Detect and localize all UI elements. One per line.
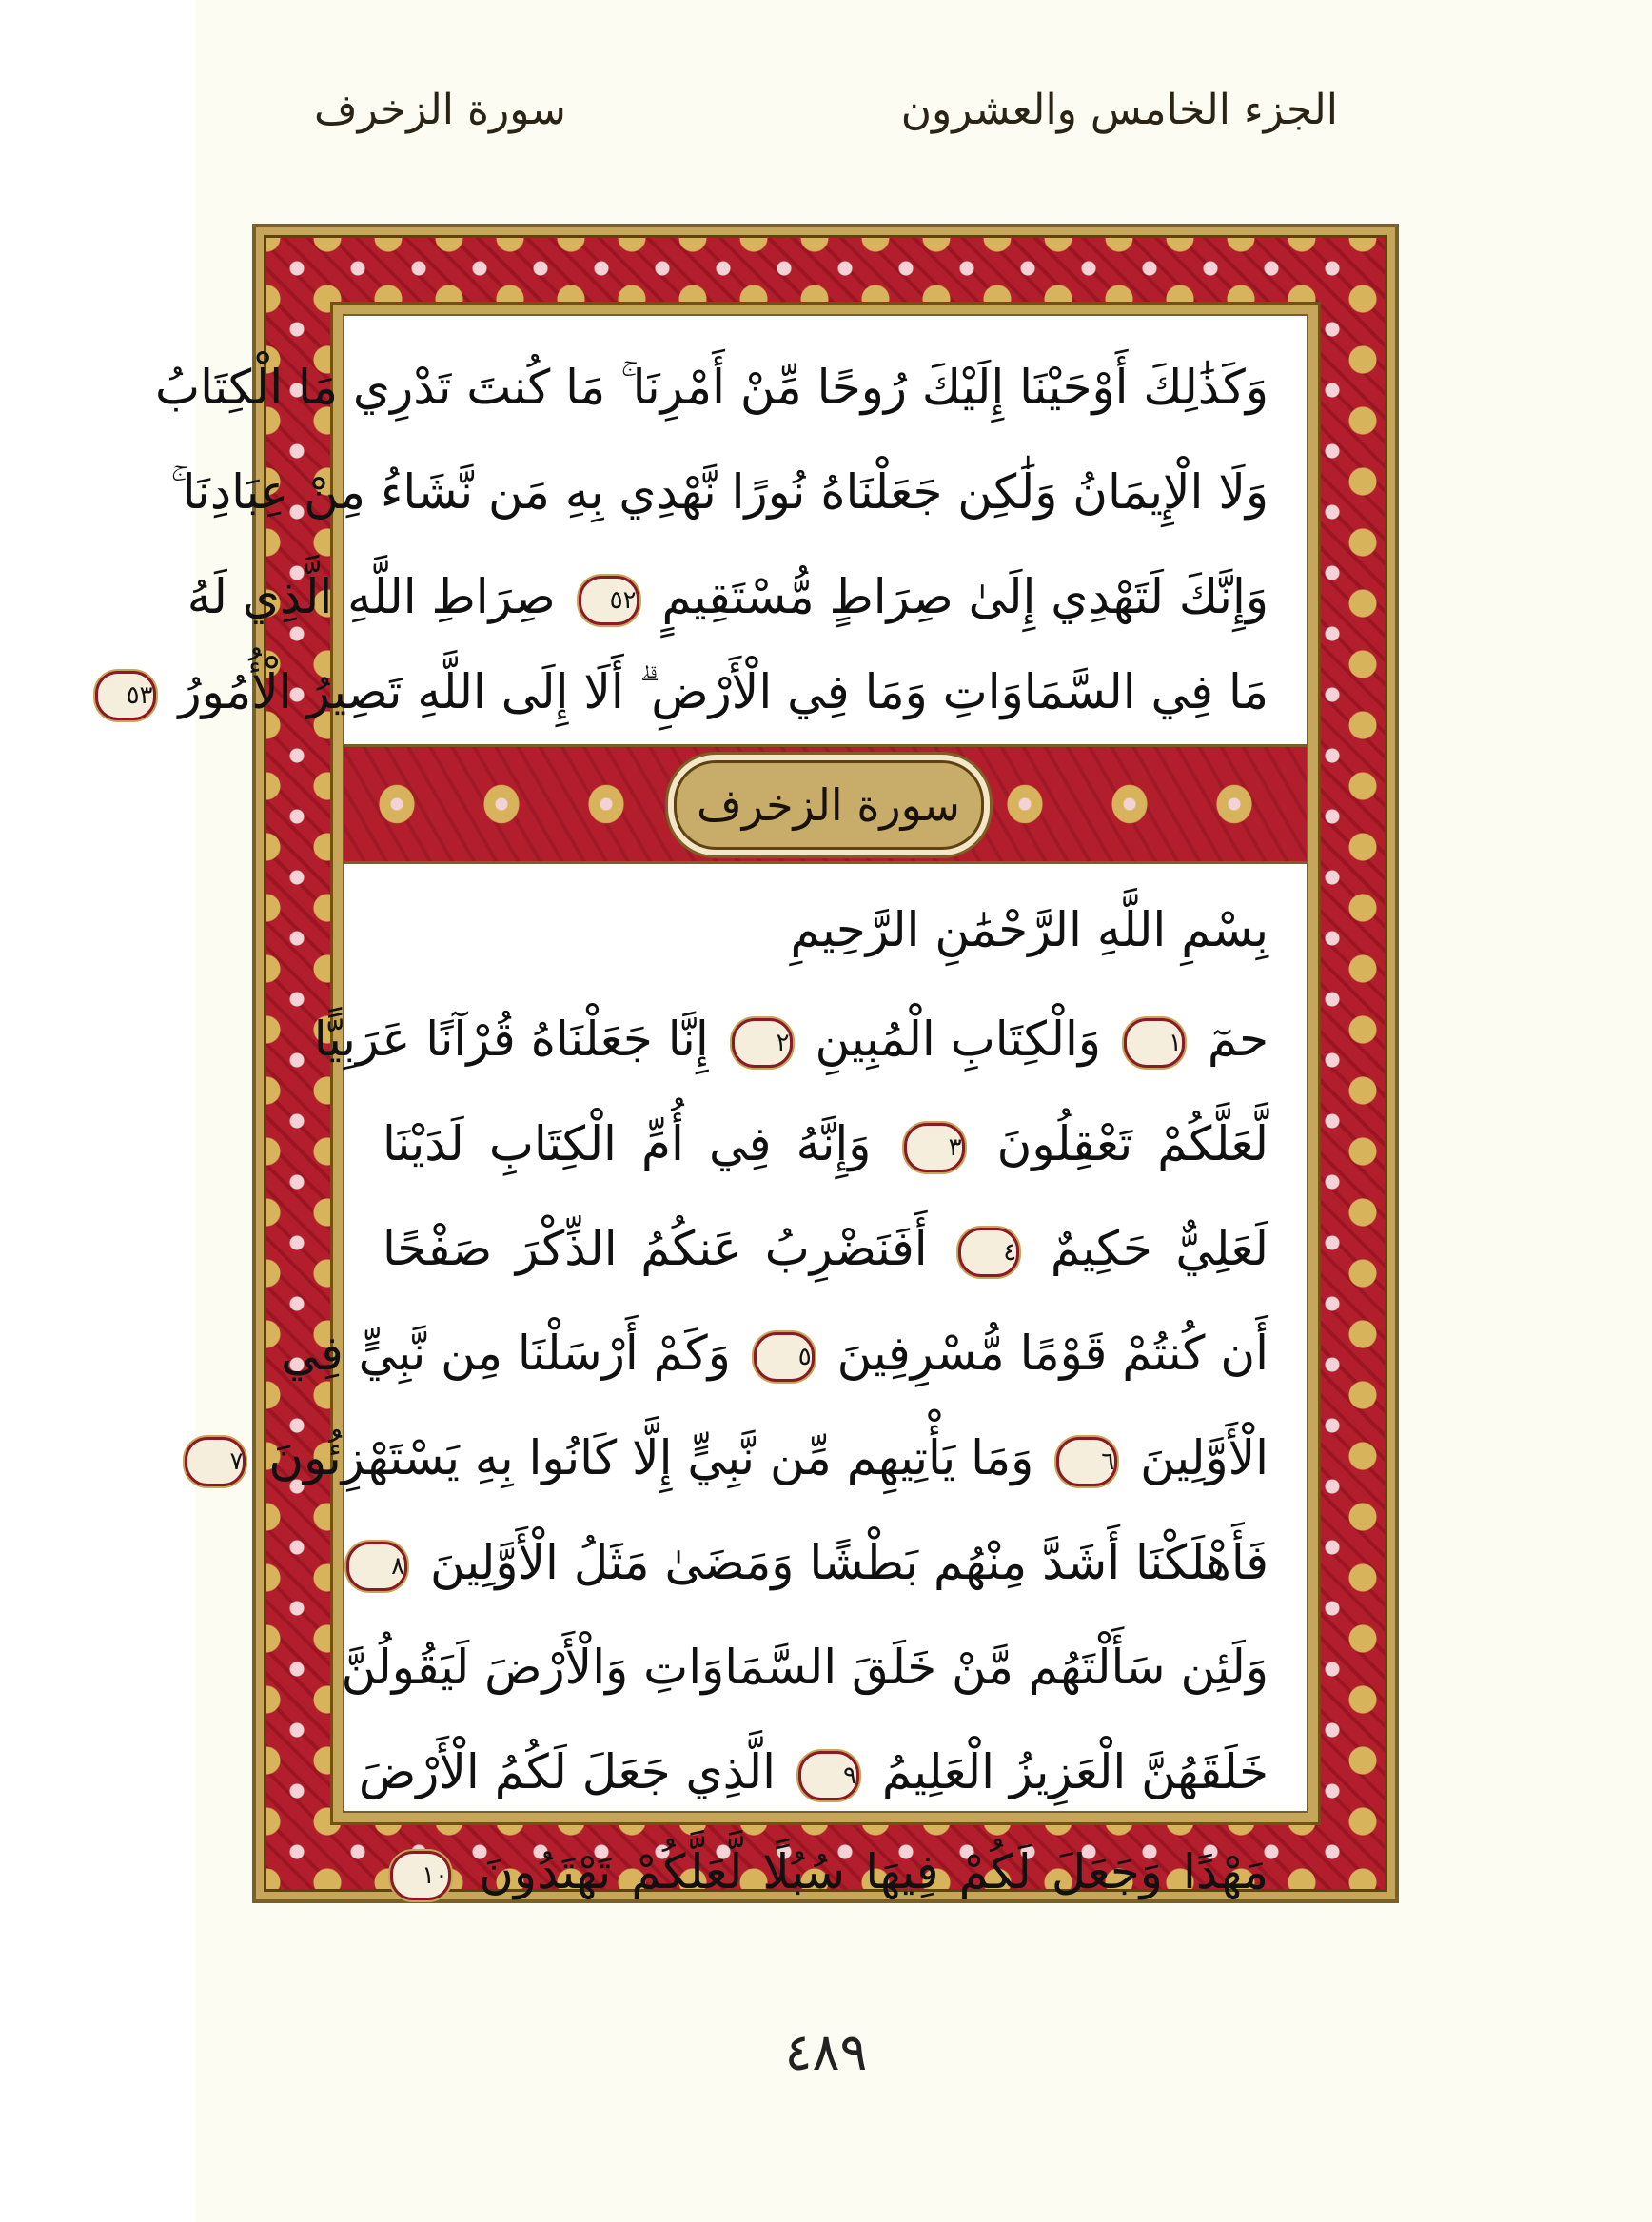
verse-text: صِرَاطِ اللَّهِ الَّذِي لَهُ <box>187 569 556 624</box>
verse-text: وَكَمْ أَرْسَلْنَا مِن نَّبِيٍّ فِي <box>281 1326 731 1381</box>
basmala: بِسْمِ اللَّهِ الرَّحْمَٰنِ الرَّحِيمِ <box>790 902 1268 957</box>
verse-text: وَإِنَّهُ فِي أُمِّ الْكِتَابِ لَدَيْنَا <box>383 1116 872 1171</box>
ayah-number-marker: ٣ <box>904 1123 965 1172</box>
verse-line <box>383 1196 1268 1301</box>
ayah-number-marker: ٦ <box>1056 1437 1117 1486</box>
juz-header: الجزء الخامس والعشرون <box>900 86 1338 134</box>
verse-line <box>170 440 1268 544</box>
ornamental-border <box>126 224 1399 1903</box>
verse-text: وَلَا الْإِيمَانُ وَلَٰكِن جَعَلْنَاهُ نُورًا نَّهْدِي بِهِ مَن نَّشَاءُ مِنْ عِبَادِنَا ۚ <box>170 464 1268 520</box>
verse-line <box>358 1720 1268 1824</box>
basmala-line <box>383 877 1268 982</box>
verse-text: فَأَهْلَكْنَا أَشَدَّ مِنْهُم بَطْشًا وَمَضَىٰ مَثَلُ الْأَوَّلِينَ <box>430 1535 1268 1590</box>
ayah-number-marker: ٧ <box>185 1437 246 1486</box>
ayah-number-marker: ٥ <box>754 1332 815 1382</box>
ayah-number-marker: ١ <box>1124 1018 1185 1068</box>
text-panel <box>126 314 1308 1899</box>
ayah-number-marker: ٩ <box>798 1751 859 1800</box>
page-number: ٤٨٩ <box>784 2022 868 2082</box>
surah-title-band <box>344 744 1307 864</box>
surah-title: سورة الزخرف <box>674 760 984 850</box>
ayah-number-marker: ٨ <box>346 1542 407 1591</box>
verse-line <box>187 544 1268 649</box>
verse-text: خَلَقَهُنَّ الْعَزِيزُ الْعَلِيمُ <box>881 1744 1268 1799</box>
ayah-number-marker: ٢ <box>732 1018 793 1068</box>
verse-text: الْأَوَّلِينَ <box>1140 1430 1268 1485</box>
verse-text: حمٓ <box>1207 1012 1268 1067</box>
surah-header: سورة الزخرف <box>314 86 566 134</box>
verse-text: الَّذِي جَعَلَ لَكُمُ الْأَرْضَ <box>358 1744 777 1799</box>
verse-text: وَكَذَٰلِكَ أَوْحَيْنَا إِلَيْكَ رُوحًا مِّنْ أَمْرِنَا ۚ مَا كُنتَ تَدْرِي مَا الْكِتَابُ <box>155 360 1268 415</box>
verse-line <box>313 987 1268 1091</box>
verse-line <box>155 335 1268 440</box>
verse-text: وَإِنَّكَ لَتَهْدِي إِلَىٰ صِرَاطٍ مُّسْتَقِيمٍ <box>661 569 1268 624</box>
verse-text: مَهْدًا وَجَعَلَ لَكُمْ فِيهَا سُبُلًا لَّعَلَّكُمْ تَهْتَدُونَ <box>479 1844 1268 1899</box>
verse-line <box>126 639 1268 744</box>
verse-text: لَعَلِيٌّ حَكِيمٌ <box>1050 1221 1268 1276</box>
verse-text: إِنَّا جَعَلْنَاهُ قُرْآنًا عَرَبِيًّا <box>313 1012 709 1067</box>
verse-line <box>341 1615 1268 1720</box>
ayah-number-marker: ١٠ <box>390 1851 451 1900</box>
verse-text: لَّعَلَّكُمْ تَعْقِلُونَ <box>996 1116 1269 1171</box>
verse-text: وَالْكِتَابِ الْمُبِينِ <box>815 1012 1101 1067</box>
verse-text: مَا فِي السَّمَاوَاتِ وَمَا فِي الْأَرْضِ ۗ أَلَا إِلَى اللَّهِ تَصِيرُ الْأُمُورُ <box>178 664 1268 719</box>
verse-line <box>229 1406 1268 1510</box>
ayah-number-marker: ٥٣ <box>95 671 156 720</box>
verse-line <box>383 1091 1268 1196</box>
verse-line <box>383 1510 1268 1615</box>
verse-line <box>281 1301 1268 1406</box>
ayah-number-marker: ٥٢ <box>579 576 639 625</box>
verse-text: أَفَنَضْرِبُ عَنكُمُ الذِّكْرَ صَفْحًا <box>383 1221 928 1276</box>
inner-gold-border <box>126 302 1321 1899</box>
verse-text: أَن كُنتُمْ قَوْمًا مُّسْرِفِينَ <box>836 1326 1268 1381</box>
verse-line <box>383 1819 1268 1924</box>
ayah-number-marker: ٤ <box>958 1228 1019 1277</box>
verse-text: وَلَئِن سَأَلْتَهُم مَّنْ خَلَقَ السَّمَاوَاتِ وَالْأَرْضَ لَيَقُولُنَّ <box>341 1640 1268 1695</box>
verse-text: وَمَا يَأْتِيهِم مِّن نَّبِيٍّ إِلَّا كَانُوا بِهِ يَسْتَهْزِئُونَ <box>268 1430 1034 1485</box>
